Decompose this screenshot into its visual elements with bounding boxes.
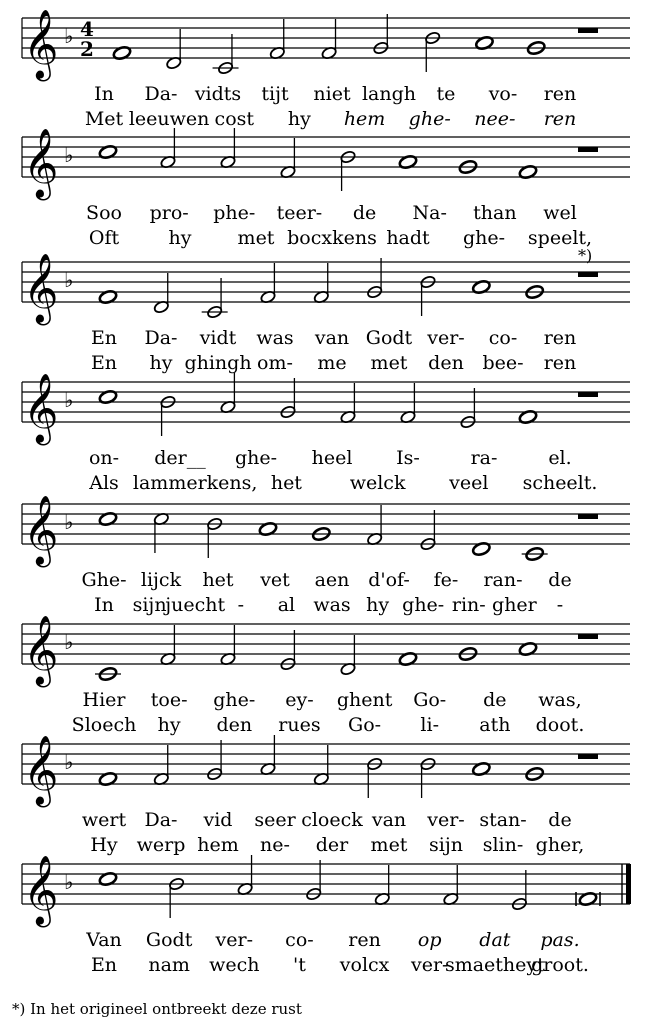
- verse1-syllable: langh: [361, 83, 417, 105]
- verse1-syllable: ey-: [285, 689, 314, 711]
- verse1-syllable: vidt: [199, 327, 237, 349]
- staff-system: [22, 9, 630, 130]
- verse2-syllable: 't: [292, 954, 306, 976]
- verse1-syllable: Van: [86, 929, 122, 951]
- verse2-syllable: ne-: [260, 834, 290, 856]
- verse2-syllable: al: [277, 594, 296, 616]
- verse1-syllable: Is-: [396, 447, 420, 469]
- verse1-syllable: van: [371, 809, 407, 831]
- verse1-syllable: phe-: [213, 202, 256, 224]
- verse2-syllable: In: [94, 594, 114, 616]
- verse1-syllable: vo-: [488, 83, 518, 105]
- staff-system: [22, 735, 630, 856]
- verse1-syllable: wel: [543, 202, 577, 224]
- verse1-syllable: Ghe-: [81, 569, 127, 591]
- verse2-syllable: hy: [149, 352, 173, 374]
- verse1-syllable: stan-: [479, 809, 527, 831]
- verse2-syllable: speelt,: [527, 227, 593, 249]
- verse2-syllable: hy: [168, 227, 192, 249]
- verse1-syllable: Godt: [365, 327, 413, 349]
- verse1-syllable: heel: [311, 447, 353, 469]
- key-signature-flat: ♭: [64, 143, 74, 167]
- treble-clef-icon: 𝄞: [23, 373, 59, 443]
- time-signature-top: 4: [80, 17, 94, 41]
- verse1-syllable: En: [90, 327, 118, 349]
- score-systems: [22, 9, 631, 976]
- verse2-syllable: Als: [89, 472, 119, 494]
- verse1-syllable: aen: [314, 569, 350, 591]
- verse2-syllable: scheelt.: [522, 472, 598, 494]
- verse2-syllable: nee-: [474, 108, 516, 130]
- treble-clef-icon: 𝄞: [23, 128, 59, 198]
- verse2-syllable: ghe-: [408, 108, 451, 130]
- key-signature-flat: ♭: [64, 750, 74, 774]
- verse1-syllable: co-: [488, 327, 518, 349]
- final-barline-thick: [626, 864, 631, 904]
- verse1-syllable: pas.: [540, 929, 580, 951]
- verse2-syllable: ren: [543, 352, 577, 374]
- verse2-syllable: nam: [148, 954, 190, 976]
- verse2-syllable: ath: [479, 714, 511, 736]
- verse1-syllable: de: [548, 809, 572, 831]
- treble-clef-icon: 𝄞: [23, 615, 59, 685]
- breve-rest: [578, 147, 598, 152]
- verse1-syllable: teer-: [276, 202, 323, 224]
- verse2-syllable: rin-: [451, 594, 486, 616]
- staff-system: [22, 615, 630, 736]
- footnote: *) In het origineel ontbreekt deze rust: [12, 1000, 302, 1018]
- verse1-syllable: ghent: [336, 689, 393, 711]
- key-signature-flat: ♭: [64, 268, 74, 292]
- verse2-syllable: ren: [543, 108, 577, 130]
- verse1-syllable: Hier: [82, 689, 126, 711]
- verse1-syllable: vidts: [194, 83, 242, 105]
- verse2-syllable: hem: [197, 834, 239, 856]
- verse1-syllable: wert: [81, 809, 127, 831]
- verse1-syllable: Da-: [144, 83, 178, 105]
- verse2-syllable: volcx: [339, 954, 390, 976]
- verse2-syllable: me: [317, 352, 347, 374]
- verse1-syllable: Go-: [413, 689, 447, 711]
- verse1-syllable: ran-: [483, 569, 523, 591]
- verse2-syllable: met: [370, 834, 408, 856]
- key-signature-flat: ♭: [64, 630, 74, 654]
- verse1-syllable: was,: [538, 689, 582, 711]
- verse2-syllable: rues: [278, 714, 321, 736]
- verse2-syllable: was: [313, 594, 351, 616]
- verse2-syllable: hadt: [386, 227, 430, 249]
- breve-rest: [578, 634, 598, 639]
- breve-rest: [578, 754, 598, 759]
- verse2-syllable: welck: [349, 472, 406, 494]
- treble-clef-icon: 𝄞: [23, 735, 59, 805]
- verse2-syllable: hy: [366, 594, 390, 616]
- verse2-syllable: groot.: [531, 954, 589, 976]
- verse1-syllable: de: [483, 689, 507, 711]
- verse2-syllable: hy: [157, 714, 181, 736]
- verse2-syllable: wech: [209, 954, 260, 976]
- verse2-syllable: leeuwen: [128, 108, 210, 130]
- verse2-syllable: ghe-: [402, 594, 445, 616]
- verse1-syllable: co-: [285, 929, 314, 951]
- treble-clef-icon: 𝄞: [23, 253, 59, 323]
- verse1-syllable: Da-: [144, 327, 178, 349]
- verse1-syllable: cloeck: [301, 809, 363, 831]
- verse1-syllable: Soo: [86, 202, 122, 224]
- verse1-syllable: van: [314, 327, 350, 349]
- verse2-syllable: sijn: [429, 834, 463, 856]
- verse1-syllable: op: [417, 929, 442, 951]
- verse1-syllable: ra-: [470, 447, 498, 469]
- verse1-syllable: pro-: [149, 202, 189, 224]
- verse2-syllable: li-: [420, 714, 440, 736]
- verse2-syllable: En: [90, 352, 118, 374]
- verse1-syllable: ghe-: [213, 689, 256, 711]
- verse1-syllable: on-: [88, 447, 120, 469]
- verse2-syllable: smaetheyt: [444, 954, 545, 976]
- verse1-syllable: In: [94, 83, 114, 105]
- verse2-syllable: gher: [492, 594, 537, 616]
- verse1-syllable: ver-: [215, 929, 254, 951]
- verse2-syllable: doot.: [535, 714, 585, 736]
- verse1-syllable: el.: [548, 447, 572, 469]
- verse2-syllable: ver-: [410, 954, 449, 976]
- breve-rest: [578, 272, 598, 277]
- verse1-syllable: de: [548, 569, 572, 591]
- verse2-syllable: ghingh: [184, 352, 252, 374]
- verse1-syllable: seer: [254, 809, 296, 831]
- verse2-syllable: werp: [136, 834, 186, 856]
- treble-clef-icon: 𝄞: [23, 495, 59, 565]
- key-signature-flat: ♭: [64, 388, 74, 412]
- verse1-syllable: ver-: [427, 809, 465, 831]
- verse1-syllable: te: [436, 83, 456, 105]
- staff-system: [22, 373, 630, 494]
- verse1-syllable: ver-: [427, 327, 465, 349]
- verse1-syllable: lijck: [140, 569, 182, 591]
- verse1-syllable: ren: [543, 327, 577, 349]
- verse2-syllable: veel: [449, 472, 489, 494]
- time-signature-bottom: 2: [80, 37, 94, 61]
- verse2-syllable: hy: [287, 108, 311, 130]
- key-signature-flat: ♭: [64, 24, 74, 48]
- verse1-syllable: het: [202, 569, 234, 591]
- verse1-syllable: ghe-: [234, 447, 278, 469]
- verse1-syllable: de: [352, 202, 377, 224]
- verse2-syllable: juecht: [165, 594, 226, 616]
- staff-system: [22, 495, 630, 616]
- verse1-syllable: d'of-: [368, 569, 410, 591]
- verse2-syllable: -: [237, 594, 245, 616]
- verse2-syllable: Go-: [348, 714, 382, 736]
- verse2-syllable: Hy: [90, 834, 118, 856]
- verse2-syllable: Oft: [88, 227, 120, 249]
- verse1-syllable: vet: [260, 569, 290, 591]
- verse2-syllable: Sloech: [71, 714, 137, 736]
- verse2-syllable: hem: [343, 108, 386, 130]
- verse2-syllable: cost: [214, 108, 255, 130]
- verse1-syllable: toe-: [150, 689, 188, 711]
- verse2-syllable: -: [556, 594, 564, 616]
- verse1-syllable: ren: [543, 83, 577, 105]
- key-signature-flat: ♭: [64, 870, 74, 894]
- treble-clef-icon: 𝄞: [23, 855, 59, 925]
- breve-rest: [578, 514, 598, 519]
- verse1-syllable: dat: [479, 929, 511, 951]
- verse1-syllable: ren: [348, 929, 381, 951]
- verse2-syllable: met: [370, 352, 408, 374]
- verse2-syllable: sijn: [132, 594, 167, 616]
- treble-clef-icon: 𝄞: [23, 9, 59, 79]
- verse2-syllable: bee-: [482, 352, 524, 374]
- verse2-syllable: Met: [84, 108, 124, 130]
- verse1-syllable: Godt: [145, 929, 193, 951]
- verse2-syllable: der: [315, 834, 349, 856]
- verse1-syllable: Na-: [412, 202, 447, 224]
- verse2-syllable: met: [237, 227, 275, 249]
- staff-system: [22, 253, 630, 374]
- verse2-syllable: lammerkens,: [132, 472, 258, 494]
- verse1-syllable: than: [473, 202, 517, 224]
- verse1-syllable: tijt: [261, 83, 289, 105]
- verse2-syllable: den: [216, 714, 253, 736]
- verse1-syllable: Da-: [144, 809, 178, 831]
- staff-system: [22, 855, 631, 976]
- verse1-syllable: vid: [203, 809, 233, 831]
- rest-footnote-marker: *): [578, 246, 593, 265]
- staff-system: [22, 128, 630, 249]
- verse1-syllable: niet: [313, 83, 351, 105]
- verse2-syllable: bocxkens: [287, 227, 377, 249]
- verse2-syllable: En: [90, 954, 118, 976]
- verse2-syllable: slin-: [482, 834, 524, 856]
- breve-rest: [578, 392, 598, 397]
- verse2-syllable: ghe-: [462, 227, 506, 249]
- verse2-syllable: den: [428, 352, 464, 374]
- verse2-syllable: om-: [257, 352, 293, 374]
- verse1-syllable: fe-: [433, 569, 459, 591]
- verse1-syllable: was: [256, 327, 294, 349]
- verse2-syllable: gher,: [535, 834, 585, 856]
- verse2-syllable: het: [270, 472, 302, 494]
- verse1-syllable: der__: [154, 447, 206, 469]
- breve-rest: [578, 28, 598, 33]
- key-signature-flat: ♭: [64, 510, 74, 534]
